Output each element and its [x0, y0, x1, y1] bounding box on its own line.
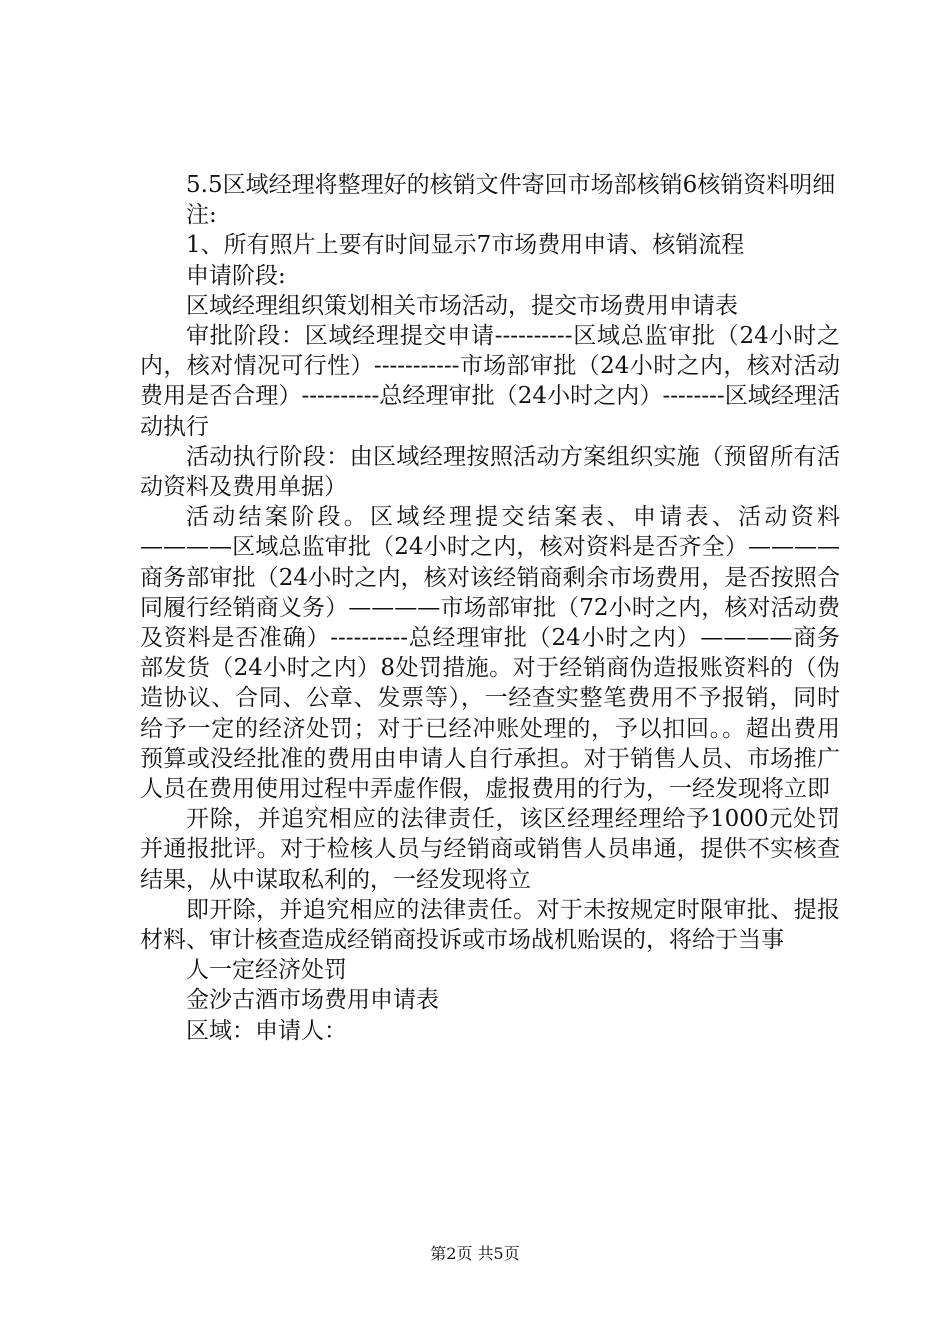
page-footer: 第2页 共5页 [430, 1244, 520, 1263]
paragraph: 审批阶段：区域经理提交申请----------区域总监审批（24小时之内，核对情况可行性）-----------市场部审批（24小时之内，核对活动费用是否合理）----------总经理审批（24小时之内）--------区域经理活动执行 [140, 323, 840, 440]
document-body [140, 170, 840, 1046]
paragraph: 5.5区域经理将整理好的核销文件寄回市场部核销6核销资料明细 [186, 172, 836, 198]
paragraph: 1、所有照片上要有时间显示7市场费用申请、核销流程 [186, 232, 745, 259]
paragraph: 即开除，并追究相应的法律责任。对于未按规定时限审批、提报材料、审计核查造成经销商投诉或市场战机贻误的，将给于当事 [140, 896, 840, 954]
paragraph: 活动结案阶段。区域经理提交结案表、申请表、活动资料————区域总监审批（24小时之内，核对资料是否齐全）————商务部审批（24小时之内，核对该经销商剩余市场费用，是否按照合同履行经销商义务）————市场部审批（72小时之内，核对活动费及资料是否准确）----------总经理审批（24小时之内）————商务部发货（24小时之内）8处罚措施。对于经销商伪造报账资料的（伪造协议、合同、公章、发票等），一经查实整笔费用不予报销，同时给予一定的经济处罚；对于已经冲账处理的，予以扣回。。超出费用预算或没经批准的费用由申请人自行承担。对于销售人员、市场推广人员在费用使用过程中弄虚作假，虚报费用的行为，一经发现将立即 [140, 504, 840, 803]
paragraph: 开除，并追究相应的法律责任，该区经理经理给予1000元处罚并通报批评。对于检核人员与经销商或销售人员串通，提供不实核查结果，从中谋取私利的，一经发现将立 [140, 806, 840, 893]
paragraph: 人一定经济处罚 [186, 957, 347, 984]
paragraph: 金沙古酒市场费用申请表 [186, 987, 439, 1014]
paragraph: 申请阶段: [186, 262, 286, 289]
paragraph: 区域：申请人： [186, 1017, 347, 1044]
paragraph: 活动执行阶段：由区域经理按照活动方案组织实施（预留所有活动资料及费用单据） [140, 443, 840, 501]
paragraph: 注: [186, 202, 217, 229]
paragraph: 区域经理组织策划相关市场活动，提交市场费用申请表 [186, 292, 738, 319]
